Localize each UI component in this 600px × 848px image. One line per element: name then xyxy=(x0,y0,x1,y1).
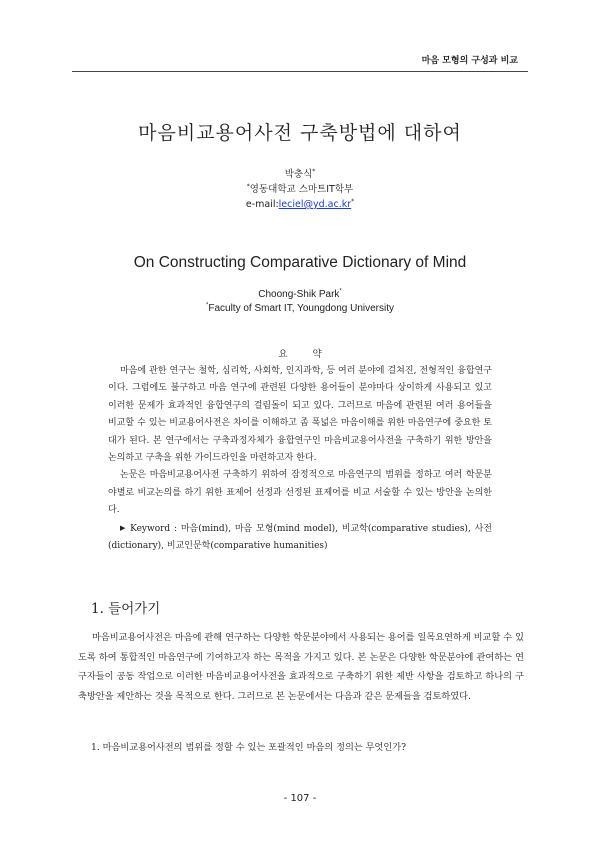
author-email: e-mail:leciel@yd.ac.kr* xyxy=(245,197,355,210)
affiliation-korean: *영동대학교 스마트IT학부 xyxy=(246,182,354,195)
keywords xyxy=(108,520,492,556)
list-item: 1. 마음비교용어사전의 범위를 정할 수 있는 포괄적인 마음의 정의는 무엇인가? xyxy=(91,742,407,753)
body-paragraph: 마음비교용어사전은 마음에 관해 연구하는 다양한 학문분야에서 사용되는 용어를 일목요연하게 비교할 수 있도록 하여 통합적인 마음연구에 기여하고자 하는 목적을 가지고 있다. 본 논문은 다양한 학문분야에 관여하는 연구자들이 공동 작업으로 이러한 마음비교용어사전을 효과적으로 구축하기 위한 제반 사항을 검토하고 하나의 구축방안을 제안하는 것을 목적으로 한다. 그러므로 본 논문에서는 다음과 같은 문제들을 검토하였다. xyxy=(78,632,524,702)
email-link[interactable]: leciel@yd.ac.kr xyxy=(278,199,352,210)
page-number: - 107 - xyxy=(283,793,317,804)
keyword-label: Keyword : xyxy=(130,523,178,534)
triangle-bullet-icon: ▶ xyxy=(120,523,127,532)
abstract-paragraph: 논문은 마음비교용어사전 구축하기 위하여 잠정적으로 마음연구의 범위를 정하고 여러 학문분야별로 비교논의를 하기 위한 표제어 선정과 선정된 표제어를 비교 서술할 수 있는 방안을 논의한다. xyxy=(108,470,492,516)
section-body xyxy=(78,628,524,706)
running-head: 마음 모형의 구성과 비교 xyxy=(421,56,518,66)
author-affiliation-korean xyxy=(0,167,600,212)
author-english: Choong-Shik Park* xyxy=(258,288,342,300)
author-affiliation-english xyxy=(0,288,600,316)
author-korean: 박충식* xyxy=(284,167,316,180)
abstract-body xyxy=(108,363,492,555)
abstract-heading: 요 약 xyxy=(278,349,322,360)
affiliation-english: *Faculty of Smart IT, Youngdong University xyxy=(206,302,394,314)
section-heading: 1. 들어가기 xyxy=(91,601,161,617)
abstract-paragraph: 마음에 관한 연구는 철학, 심리학, 사회학, 인지과학, 등 여러 분야에 걸쳐진, 전형적인 융합연구이다. 그럼에도 불구하고 마음 연구에 관련된 다양한 용어들이 분야마다 상이하게 사용되고 있고 이러한 문제가 효과적인 융합연구의 걸림돌이 되고 있다. 그러므로 마음에 관련된 여러 용어들을 비교할 수 있는 비교용어사전은 차이를 이해하고 좀 폭넓은 마음이해를 위한 마음연구에 중요한 토대가 된다. 본 연구에서는 구축과정자체가 융합연구인 마음비교용어사전을 구축하기 위한 방안을 논의하고 구축을 위한 가이드라인을 마련하고자 한다. xyxy=(108,366,492,464)
header-rule xyxy=(72,71,528,72)
paper-title-english: On Constructing Comparative Dictionary of Mind xyxy=(133,254,467,271)
keyword-list: 마음(mind), 마음 모형(mind model), 비교학(comparative studies), 사전(dictionary), 비교인문학(comparative humanities) xyxy=(108,523,492,552)
paper-title-korean: 마음비교용어사전 구축방법에 대하여 xyxy=(138,122,462,144)
